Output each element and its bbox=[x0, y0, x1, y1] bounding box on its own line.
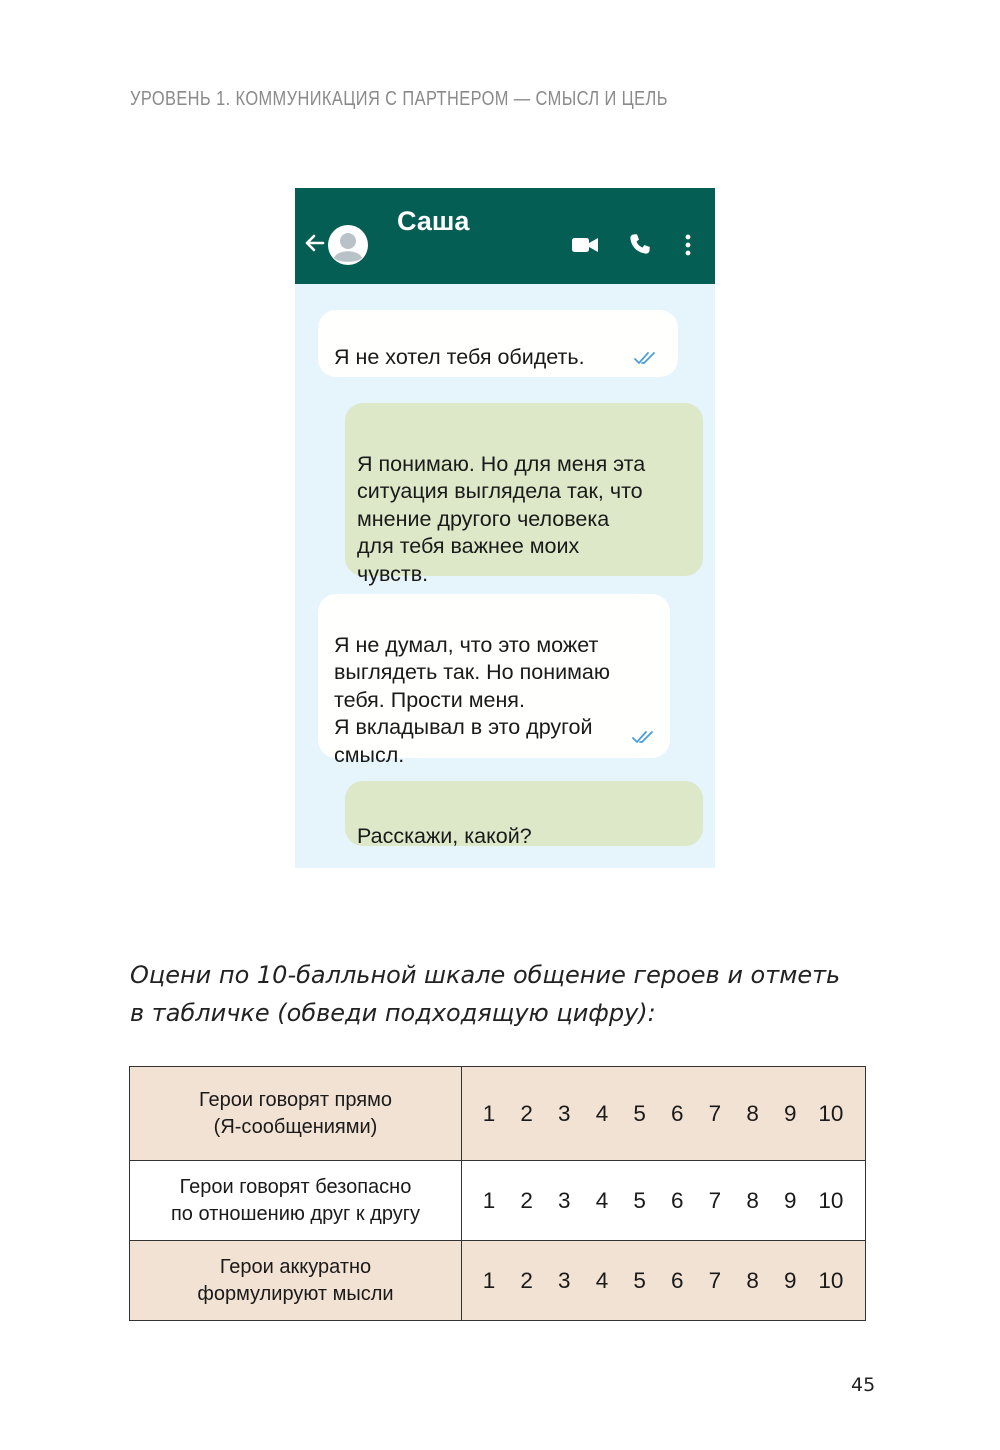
rating-option[interactable]: 6 bbox=[671, 1100, 684, 1126]
rating-option[interactable]: 5 bbox=[633, 1187, 646, 1213]
rating-option[interactable]: 8 bbox=[746, 1267, 759, 1293]
contact-name: Саша bbox=[397, 206, 470, 236]
rating-option[interactable]: 10 bbox=[818, 1100, 844, 1126]
page-number: 45 bbox=[851, 1374, 876, 1396]
rating-option[interactable]: 5 bbox=[633, 1100, 646, 1126]
rating-option[interactable]: 4 bbox=[595, 1187, 609, 1213]
phone-call-icon[interactable] bbox=[629, 233, 651, 255]
rating-option[interactable]: 4 bbox=[595, 1267, 609, 1293]
message-text: Я не думал, что это может выглядеть так. Но понимаю тебя. Прости меня. Я вкладывал в это другой смысл. bbox=[334, 632, 610, 767]
outgoing-message bbox=[345, 403, 703, 586]
read-ticks-icon bbox=[634, 351, 658, 365]
rating-scale bbox=[462, 1241, 866, 1321]
rating-option[interactable]: 9 bbox=[783, 1267, 797, 1293]
rating-option[interactable]: 1 bbox=[482, 1187, 496, 1213]
table-row bbox=[130, 1161, 866, 1241]
rating-option[interactable]: 3 bbox=[558, 1267, 571, 1293]
rating-option[interactable]: 3 bbox=[558, 1100, 571, 1126]
chat-top-bar bbox=[295, 188, 715, 284]
rating-option[interactable]: 6 bbox=[671, 1187, 684, 1213]
message-text: Я не хотел тебя обидеть. bbox=[334, 344, 585, 369]
incoming-message bbox=[318, 594, 670, 767]
rating-scale bbox=[462, 1067, 866, 1161]
outgoing-message bbox=[345, 781, 703, 846]
running-header: УРОВЕНЬ 1. КОММУНИКАЦИЯ С ПАРТНЕРОМ — СМЫСЛ И ЦЕЛЬ bbox=[130, 88, 668, 110]
criterion-label: Герои аккуратно формулируют мысли bbox=[130, 1241, 462, 1321]
instruction-text: Оцени по 10-балльной шкале общение героев и отметь в табличке (обведи подходящую цифру): bbox=[130, 961, 841, 1027]
incoming-message bbox=[318, 310, 678, 377]
rating-option[interactable]: 2 bbox=[520, 1267, 533, 1293]
rating-option[interactable]: 8 bbox=[746, 1100, 759, 1126]
rating-option[interactable]: 7 bbox=[708, 1187, 722, 1213]
rating-option[interactable]: 10 bbox=[818, 1267, 844, 1293]
rating-option[interactable]: 4 bbox=[595, 1100, 609, 1126]
rating-option[interactable]: 7 bbox=[708, 1100, 722, 1126]
rating-option[interactable]: 3 bbox=[558, 1187, 571, 1213]
rating-option[interactable]: 10 bbox=[818, 1187, 844, 1213]
rating-table bbox=[129, 1066, 866, 1321]
chat-screenshot bbox=[295, 188, 715, 868]
more-options-icon[interactable] bbox=[683, 234, 693, 256]
rating-scale bbox=[462, 1161, 866, 1241]
back-arrow-icon[interactable] bbox=[303, 232, 325, 254]
rating-option[interactable]: 6 bbox=[671, 1267, 684, 1293]
rating-option[interactable]: 8 bbox=[746, 1187, 759, 1213]
avatar-icon[interactable] bbox=[328, 225, 368, 265]
rating-option[interactable]: 7 bbox=[708, 1267, 722, 1293]
rating-option[interactable]: 2 bbox=[520, 1100, 533, 1126]
rating-option[interactable]: 2 bbox=[520, 1187, 533, 1213]
rating-option[interactable]: 9 bbox=[783, 1187, 797, 1213]
rating-option[interactable]: 9 bbox=[783, 1100, 797, 1126]
video-call-icon[interactable] bbox=[572, 235, 598, 255]
read-ticks-icon bbox=[632, 730, 656, 744]
rating-option[interactable]: 5 bbox=[633, 1267, 646, 1293]
message-text: Я понимаю. Но для меня эта ситуация выглядела так, что мнение другого человека для тебя важнее моих чувств. bbox=[357, 451, 646, 586]
table-row bbox=[130, 1067, 866, 1161]
criterion-label: Герои говорят прямо (Я-сообщениями) bbox=[130, 1067, 462, 1161]
criterion-label: Герои говорят безопасно по отношению друг к другу bbox=[130, 1161, 462, 1241]
message-text: Расскажи, какой? bbox=[357, 823, 532, 848]
rating-option[interactable]: 1 bbox=[482, 1100, 496, 1126]
rating-option[interactable]: 1 bbox=[482, 1267, 496, 1293]
table-row bbox=[130, 1241, 866, 1321]
